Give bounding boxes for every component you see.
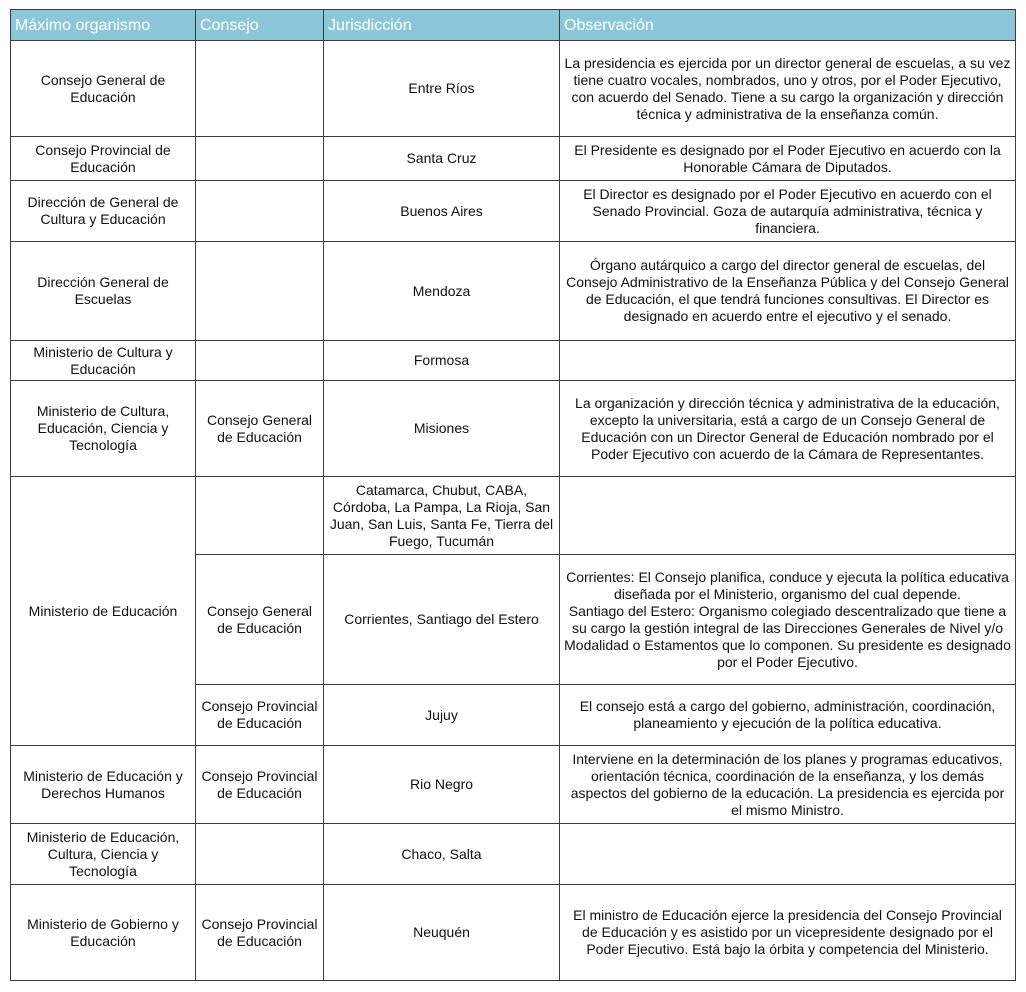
cell-observacion: El ministro de Educación ejerce la presidencia del Consejo Provincial de Educación y es asistido por un vicepresidente designado por el Poder Ejecutivo. Está bajo la órbita y competencia del Ministerio. <box>560 885 1016 981</box>
table-row <box>11 181 1016 242</box>
table-body <box>11 41 1016 981</box>
cell-consejo: Consejo General de Educación <box>196 555 324 685</box>
cell-observacion <box>560 477 1016 555</box>
cell-jurisdiccion: Jujuy <box>324 685 560 746</box>
table-row <box>11 477 1016 555</box>
cell-consejo <box>196 824 324 885</box>
cell-consejo <box>196 477 324 555</box>
table-row <box>11 341 1016 381</box>
cell-organismo: Ministerio de Cultura, Educación, Ciencia y Tecnología <box>11 381 196 477</box>
table-row <box>11 746 1016 824</box>
cell-consejo: Consejo Provincial de Educación <box>196 746 324 824</box>
table-row <box>11 242 1016 341</box>
cell-observacion: Corrientes: El Consejo planifica, conduce y ejecuta la política educativa diseñada por el Ministerio, organismo del cual depende. Santiago del Estero: Organismo colegiado descentralizado que tiene a su cargo la gestión integral de las Direcciones Generales de Nivel y/o Modalidad o Estamentos que lo componen. Su presidente es designado por el Poder Ejecutivo. <box>560 555 1016 685</box>
cell-observacion: El Presidente es designado por el Poder Ejecutivo en acuerdo con la Honorable Cámara de Diputados. <box>560 137 1016 181</box>
cell-observacion <box>560 341 1016 381</box>
cell-jurisdiccion: Neuquén <box>324 885 560 981</box>
header-consejo: Consejo <box>196 10 324 41</box>
cell-jurisdiccion: Corrientes, Santiago del Estero <box>324 555 560 685</box>
header-jurisdiccion: Jurisdicción <box>324 10 560 41</box>
cell-jurisdiccion: Santa Cruz <box>324 137 560 181</box>
cell-organismo: Ministerio de Educación y Derechos Humanos <box>11 746 196 824</box>
header-observacion: Observación <box>560 10 1016 41</box>
cell-jurisdiccion: Entre Ríos <box>324 41 560 137</box>
cell-organismo: Dirección de General de Cultura y Educación <box>11 181 196 242</box>
cell-organismo: Ministerio de Educación <box>11 477 196 746</box>
cell-consejo <box>196 341 324 381</box>
cell-organismo: Ministerio de Cultura y Educación <box>11 341 196 381</box>
cell-jurisdiccion: Rio Negro <box>324 746 560 824</box>
cell-jurisdiccion: Misiones <box>324 381 560 477</box>
cell-observacion: El Director es designado por el Poder Ejecutivo en acuerdo con el Senado Provincial. Goza de autarquía administrativa, técnica y financiera. <box>560 181 1016 242</box>
table-row <box>11 381 1016 477</box>
cell-organismo: Consejo Provincial de Educación <box>11 137 196 181</box>
cell-jurisdiccion: Catamarca, Chubut, CABA, Córdoba, La Pampa, La Rioja, San Juan, San Luis, Santa Fe, Tierra del Fuego, Tucumán <box>324 477 560 555</box>
table-row <box>11 885 1016 981</box>
education-bodies-table <box>10 9 1016 981</box>
cell-jurisdiccion: Chaco, Salta <box>324 824 560 885</box>
header-row <box>11 10 1016 41</box>
cell-observacion: Órgano autárquico a cargo del director general de escuelas, del Consejo Administrativo de la Enseñanza Pública y del Consejo General de Educación, el que tendrá funciones consultivas. El Director es designado en acuerdo entre el ejecutivo y el senado. <box>560 242 1016 341</box>
table-row <box>11 137 1016 181</box>
cell-consejo <box>196 137 324 181</box>
cell-observacion: La organización y dirección técnica y administrativa de la educación, excepto la universitaria, está a cargo de un Consejo General de Educación con un Director General de Educación nombrado por el Poder Ejecutivo con acuerdo de la Cámara de Representantes. <box>560 381 1016 477</box>
cell-organismo: Ministerio de Educación, Cultura, Ciencia y Tecnología <box>11 824 196 885</box>
cell-consejo <box>196 242 324 341</box>
cell-organismo: Consejo General de Educación <box>11 41 196 137</box>
cell-jurisdiccion: Mendoza <box>324 242 560 341</box>
cell-organismo: Dirección General de Escuelas <box>11 242 196 341</box>
cell-consejo: Consejo Provincial de Educación <box>196 685 324 746</box>
cell-consejo <box>196 181 324 242</box>
cell-observacion <box>560 824 1016 885</box>
cell-jurisdiccion: Buenos Aires <box>324 181 560 242</box>
table-row <box>11 824 1016 885</box>
cell-consejo: Consejo Provincial de Educación <box>196 885 324 981</box>
table-header <box>11 10 1016 41</box>
cell-consejo: Consejo General de Educación <box>196 381 324 477</box>
header-maximo-organismo: Máximo organismo <box>11 10 196 41</box>
cell-organismo: Ministerio de Gobierno y Educación <box>11 885 196 981</box>
cell-consejo <box>196 41 324 137</box>
cell-jurisdiccion: Formosa <box>324 341 560 381</box>
cell-observacion: El consejo está a cargo del gobierno, administración, coordinación, planeamiento y ejecución de la política educativa. <box>560 685 1016 746</box>
cell-observacion: Interviene en la determinación de los planes y programas educativos, orientación técnica, coordinación de la enseñanza, y los demás aspectos del gobierno de la educación. La presidencia es ejercida por el mismo Ministro. <box>560 746 1016 824</box>
cell-observacion: La presidencia es ejercida por un director general de escuelas, a su vez tiene cuatro vocales, nombrados, uno y otros, por el Poder Ejecutivo, con acuerdo del Senado. Tiene a su cargo la organización y dirección técnica y administrativa de la enseñanza común. <box>560 41 1016 137</box>
table-row <box>11 41 1016 137</box>
